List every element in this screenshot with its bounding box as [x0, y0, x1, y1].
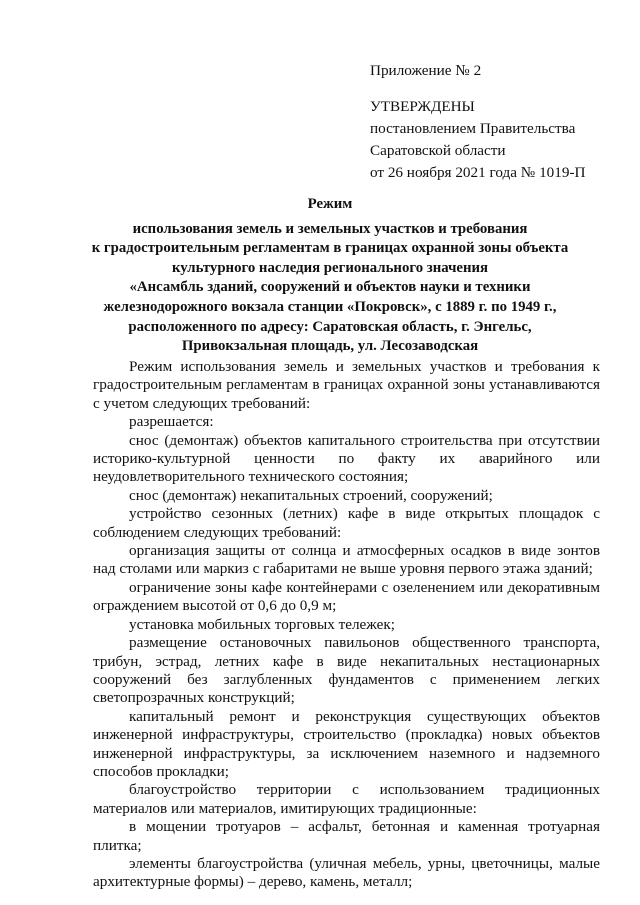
title-line: к градостроительным регламентам в границах охранной зоны объекта: [91, 240, 569, 257]
title-line: Привокзальная площадь, ул. Лесозаводская: [181, 338, 479, 355]
approval-line: УТВЕРЖДЕНЫ: [370, 98, 475, 115]
approval-line: Саратовской области: [370, 142, 506, 159]
body-paragraph: установка мобильных торговых тележек;: [129, 615, 395, 633]
body-paragraph: ограничение зоны кафе контейнерами с озеленением или декоративным ограждением высотой от 0,6 до 0,9 м;: [93, 578, 600, 615]
body-paragraph: Режим использования земель и земельных участков и требования к градостроительным регламентам в границах охранной зоны устанавливаются с учетом следующих требований:: [93, 358, 600, 412]
approval-line: от 26 ноября 2021 года № 1019-П: [370, 164, 586, 181]
approval-block: [370, 60, 630, 184]
body-paragraph: размещение остановочных павильонов общественного транспорта, трибун, эстрад, летних кафе в виде некапитальных нестационарных сооружений без заглубленных фундаментов с применением легких светопрозрачных конструкций;: [93, 634, 600, 707]
title-line: железнодорожного вокзала станции «Покровск», с 1889 г. по 1949 г.,: [103, 298, 557, 315]
approval-line: постановлением Правительства: [370, 120, 576, 137]
title-heading: Режим: [307, 196, 353, 212]
body-paragraph: в мощении тротуаров – асфальт, бетонная и каменная тротуарная плитка;: [93, 818, 600, 854]
document-body: [93, 358, 600, 892]
body-paragraph: разрешается:: [129, 413, 214, 431]
title-line: использования земель и земельных участков и требования: [132, 220, 528, 237]
appendix-label: Приложение № 2: [370, 62, 482, 79]
title-line: культурного наследия регионального значения: [171, 259, 489, 276]
title-line: расположенного по адресу: Саратовская область, г. Энгельс,: [128, 318, 532, 335]
title-line: «Ансамбль зданий, сооружений и объектов науки и техники: [129, 279, 531, 296]
body-paragraph: элементы благоустройства (уличная мебель, урны, цветочницы, малые архитектурные формы) – дерево, камень, металл;: [93, 854, 600, 891]
body-paragraph: устройство сезонных (летних) кафе в виде открытых площадок с соблюдением следующих требований:: [93, 505, 600, 541]
document-title: [60, 195, 600, 357]
body-paragraph: организация защиты от солнца и атмосферных осадков в виде зонтов над столами или маркиз с габаритами не выше уровня первого этажа зданий;: [93, 542, 600, 578]
body-paragraph: снос (демонтаж) некапитальных строений, сооружений;: [129, 486, 493, 504]
body-paragraph: капитальный ремонт и реконструкция существующих объектов инженерной инфраструктуры, строительство (прокладка) новых объектов инженерной инфраструктуры, за исключением наземного и надземного способов прокладки;: [93, 707, 600, 780]
body-paragraph: благоустройство территории с использованием традиционных материалов или материалов, имитирующих традиционные:: [93, 781, 600, 817]
body-paragraph: снос (демонтаж) объектов капитального строительства при отсутствии историко-культурной ценности по факту их аварийного или неудовлетворительного технического состояния;: [93, 431, 600, 486]
